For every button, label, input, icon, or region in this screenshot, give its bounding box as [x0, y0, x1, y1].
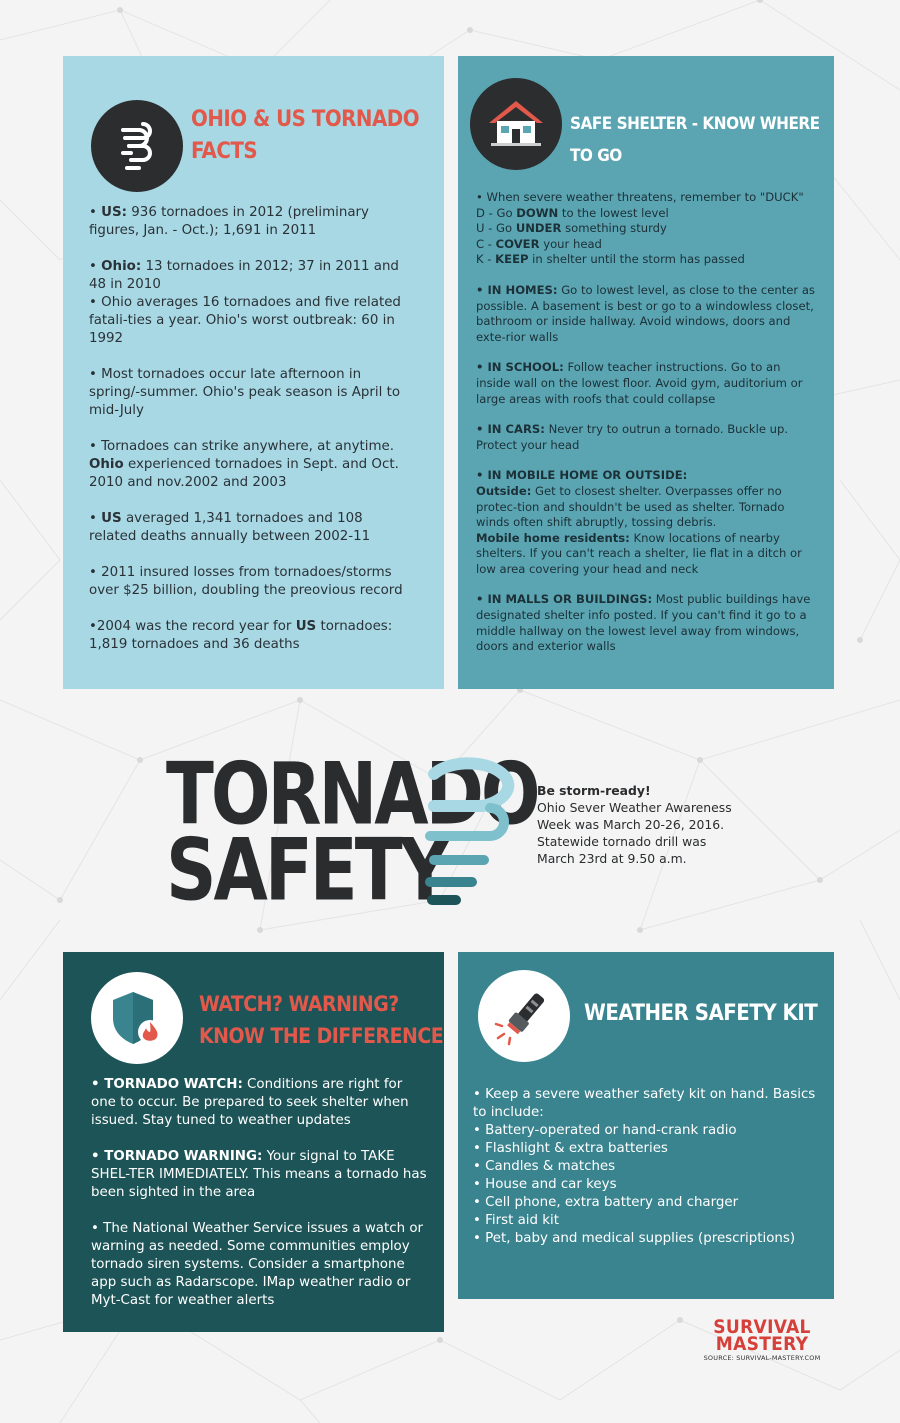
- awareness-week-note: Ohio Sever Weather Awareness Week was March 20-26, 2016. Statewide tornado drill was March 23rd at 9.50 a.m.: [537, 800, 732, 866]
- kit-item: • Flashlight & extra batteries: [473, 1141, 668, 1156]
- shelter-text: [476, 190, 816, 655]
- shelter-school: • IN SCHOOL: Follow teacher instructions. Go to an inside wall on the lowest floor. Avoid gym, auditorium or large areas with roofs that could collapse: [476, 360, 803, 406]
- safe-shelter-panel: [458, 56, 834, 689]
- kit-text: [473, 1086, 823, 1248]
- tornado-warning-definition: • TORNADO WARNING: Your signal to TAKE SHEL-TER IMMEDIATELY. This means a tornado has been sighted in the area: [91, 1149, 427, 1200]
- shelter-malls: • IN MALLS OR BUILDINGS: Most public buildings have designated shelter info posted. If you can't find it go to a middle hallway on the lowest level away from windows, doors and exterior walls: [476, 592, 811, 654]
- facts-icon-circle: [91, 100, 183, 192]
- tornado-watch-definition: • TORNADO WATCH: Conditions are right for one to occur. Be prepared to seek shelter when issued. Stay tuned to weather updates: [91, 1077, 409, 1128]
- shelter-mobile-residents: Mobile home residents: Know locations of nearby shelters. If you can't reach a shelter, lie flat in a ditch or low area covering your head and neck: [476, 530, 802, 576]
- hero-title-line2: SAFETY: [166, 821, 448, 921]
- duck-d: D - Go DOWN to the lowest level: [476, 205, 669, 220]
- shelter-title: SAFE SHELTER - KNOW WHERE TO GO: [570, 114, 820, 166]
- fact-us-average: • US averaged 1,341 tornadoes and 108 related deaths annually between 2002-11: [89, 511, 371, 544]
- watch-title-line2: KNOW THE DIFFERENCE: [199, 1024, 444, 1048]
- fact-us: • US: 936 tornadoes in 2012 (preliminary figures, Jan. - Oct.); 1,691 in 2011: [89, 205, 369, 238]
- kit-title: WEATHER SAFETY KIT: [584, 1001, 818, 1026]
- duck-u: U - Go UNDER something sturdy: [476, 221, 667, 236]
- kit-item: • Candles & matches: [473, 1159, 616, 1174]
- fact-anywhere: • Tornadoes can strike anywhere, at anytime. Ohio experienced tornadoes in Sept. and Oct. 2010 and nov.2002 and 2003: [89, 439, 399, 490]
- watch-warning-panel: [63, 952, 444, 1332]
- hero-title-line1: TORNADO: [166, 745, 538, 845]
- fact-ohio: • Ohio: 13 tornadoes in 2012; 37 in 2011 and 48 in 2010: [89, 259, 399, 292]
- kit-item: • Pet, baby and medical supplies (prescriptions): [473, 1231, 796, 1246]
- watch-title-line1: WATCH? WARNING?: [199, 992, 399, 1016]
- fact-ohio-average: • Ohio averages 16 tornadoes and five related fatali-ties a year. Ohio's worst outbreak: 60 in 1992: [89, 295, 401, 346]
- survival-mastery-logo: [692, 1316, 832, 1355]
- nws-note: • The National Weather Service issues a watch or warning as needed. Some communities employ tornado siren systems. Consider a smartphone app such as Radarscope. IMap weather radio or Myt-Cast for weather alerts: [91, 1221, 424, 1308]
- kit-item: • House and car keys: [473, 1177, 617, 1192]
- facts-text: [89, 204, 409, 654]
- kit-item: • Cell phone, extra battery and charger: [473, 1195, 739, 1210]
- flashlight-icon: [494, 986, 554, 1046]
- duck-intro: • When severe weather threatens, remember to "DUCK": [476, 190, 804, 204]
- duck-k: K - KEEP in shelter until the storm has passed: [476, 252, 745, 267]
- watch-icon-circle: [91, 972, 183, 1064]
- weather-safety-kit-panel: [458, 952, 834, 1299]
- shelter-cars: • IN CARS: Never try to outrun a tornado. Buckle up. Protect your head: [476, 422, 789, 452]
- duck-c: C - COVER your head: [476, 236, 602, 251]
- shelter-icon-circle: [470, 78, 562, 170]
- shelter-homes: • IN HOMES: Go to lowest level, as close to the center as possible. A basement is best or go to a windowless closet, bathroom or inside hallway. Avoid windows, doors and exte-rior walls: [476, 282, 815, 344]
- shelter-mobile-heading: • IN MOBILE HOME OR OUTSIDE:: [476, 468, 688, 483]
- fact-record-year: •2004 was the record year for US tornadoes: 1,819 tornadoes and 36 deaths: [89, 619, 393, 652]
- kit-item: • First aid kit: [473, 1213, 559, 1228]
- shield-fire-icon: [107, 988, 167, 1048]
- fact-insured-losses: • 2011 insured losses from tornadoes/storms over $25 billion, doubling the preovious record: [89, 565, 403, 598]
- shelter-outside: Outside: Get to closest shelter. Overpasses offer no protec-tion and shouldn't be used as shelter. Tornado winds often shift abruptly, tossing debris.: [476, 483, 785, 530]
- hero-note: [537, 782, 737, 867]
- watch-text: [91, 1076, 431, 1310]
- kit-intro: • Keep a severe weather safety kit on hand. Basics to include:: [473, 1087, 816, 1120]
- source-credit: SOURCE: SURVIVAL-MASTERY.COM: [703, 1354, 821, 1362]
- logo-line2: MASTERY: [715, 1333, 809, 1355]
- kit-icon-circle: [478, 970, 570, 1062]
- kit-item: • Battery-operated or hand-crank radio: [473, 1123, 737, 1138]
- wind-icon: [109, 118, 165, 174]
- fact-peak-season: • Most tornadoes occur late afternoon in spring/-summer. Ohio's peak season is April to mid-July: [89, 367, 401, 418]
- tornado-wind-icon: [420, 752, 530, 912]
- logo-line1: SURVIVAL: [713, 1316, 811, 1338]
- tornado-facts-panel: [63, 56, 444, 689]
- house-icon: [487, 99, 545, 149]
- facts-title: OHIO & US TORNADO FACTS: [191, 107, 420, 164]
- storm-ready-heading: Be storm-ready!: [537, 783, 651, 798]
